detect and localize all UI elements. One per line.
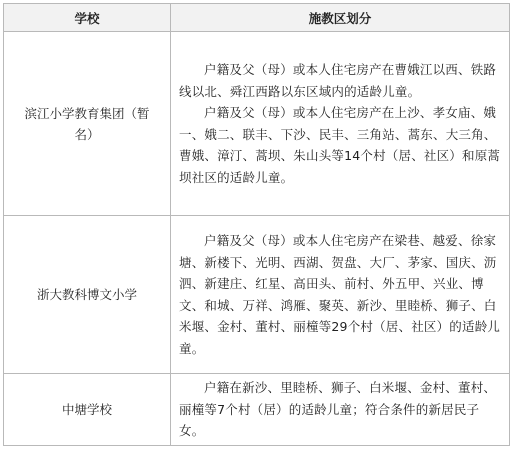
table-row [4,216,510,374]
district-paragraph: 户籍及父（母）或本人住宅房产在曹娥江以西、铁路线以北、舜江西路以东区域内的适龄儿童。 [179,62,497,99]
district-paragraph: 户籍在新沙、里睦桥、狮子、白米堰、金村、董村、丽橦等7个村（居）的适龄儿童；符合条件的新居民子女。 [179,380,497,439]
district-paragraph: 户籍及父（母）或本人住宅房产在梁巷、越爱、徐家塘、新楼下、光明、西湖、贺盘、大厂、茅家、国庆、沥泗、新建庄、红星、高田头、前村、外五甲、兴业、博文、和城、万祥、鸿雁、聚英、新沙、里睦桥、狮子、白米堰、金村、董村、丽橦等29个村（居、社区）的适龄儿童。 [179,233,501,356]
school-district-table [3,3,510,446]
table-header-row [4,4,510,32]
district-cell [171,216,510,374]
school-name: 浙大教科博文小学 [4,216,171,374]
table-row [4,32,510,216]
school-name: 滨江小学教育集团（暂名） [4,32,171,216]
district-cell [171,374,510,446]
district-cell [171,32,510,216]
table-row [4,374,510,446]
school-name: 中塘学校 [4,374,171,446]
district-paragraph: 户籍及父（母）或本人住宅房产在上沙、孝女庙、娥一、娥二、联丰、下沙、民丰、三角站、蒿东、大三角、曹娥、漳汀、蒿坝、朱山头等14个村（居、社区）和原蒿坝社区的适龄儿童。 [179,105,501,185]
header-district: 施教区划分 [171,4,510,32]
header-school: 学校 [4,4,171,32]
